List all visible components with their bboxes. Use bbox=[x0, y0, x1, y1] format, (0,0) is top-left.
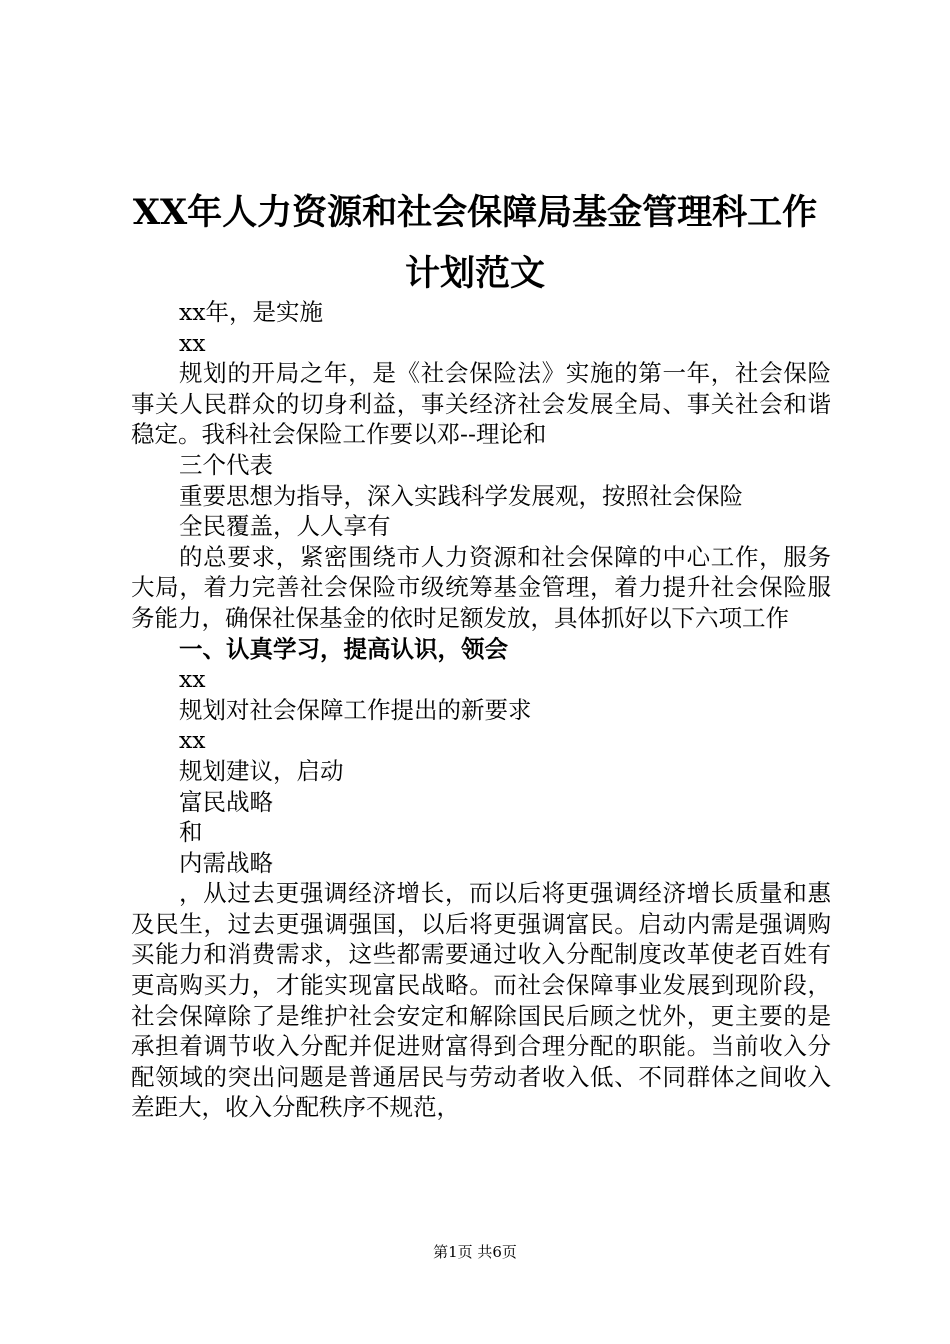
paragraph: xx bbox=[179, 665, 206, 694]
paragraph: 重要思想为指导，深入实践科学发展观，按照社会保险 bbox=[179, 481, 743, 510]
paragraph: xx bbox=[179, 726, 206, 755]
paragraph: 规划的开局之年，是《社会保险法》实施的第一年，社会保险事关人民群众的切身利益，事关经济社会发展全局、事关社会和谐稳定。我科社会保险工作要以邓--理论和 bbox=[131, 359, 831, 449]
page-footer: 第1页 共6页 bbox=[433, 1243, 517, 1261]
paragraph: xx bbox=[179, 328, 206, 357]
paragraph: 三个代表 bbox=[179, 450, 273, 479]
paragraph: 规划建议，启动 bbox=[179, 756, 344, 785]
paragraph: 和 bbox=[179, 818, 203, 847]
paragraph: xx年，是实施 bbox=[179, 298, 324, 326]
paragraph: 的总要求，紧密围绕市人力资源和社会保障的中心工作，服务大局，着力完善社会保险市级统筹基金管理，着力提升社会保险服务能力，确保社保基金的依时足额发放，具体抓好以下六项工作 bbox=[131, 542, 831, 632]
paragraph: 富民战略 bbox=[179, 787, 273, 816]
paragraph: 规划对社会保障工作提出的新要求 bbox=[179, 695, 532, 724]
document-body bbox=[131, 297, 831, 1123]
document-title-line2: 计划范文 bbox=[404, 253, 545, 294]
document-title-line1: XX年人力资源和社会保障局基金管理科工作 bbox=[132, 192, 818, 233]
section-heading: 一、认真学习，提高认识，领会 bbox=[179, 634, 508, 663]
paragraph: ，从过去更强调经济增长，而以后将更强调经济增长质量和惠及民生，过去更强调强国，以后将更强调富民。启动内需是强调购买能力和消费需求，这些都需要通过收入分配制度改革使老百姓有更高购买力，才能实现富民战略。而社会保障事业发展到现阶段，社会保障除了是维护社会安定和解除国民后顾之忧外，更主要的是承担着调节收入分配并促进财富得到合理分配的职能。当前收入分配领域的突出问题是普通居民与劳动者收入低、不同群体之间收入差距大，收入分配秩序不规范， bbox=[131, 879, 831, 1122]
paragraph: 全民覆盖，人人享有 bbox=[179, 512, 391, 541]
paragraph: 内需战略 bbox=[179, 848, 273, 877]
